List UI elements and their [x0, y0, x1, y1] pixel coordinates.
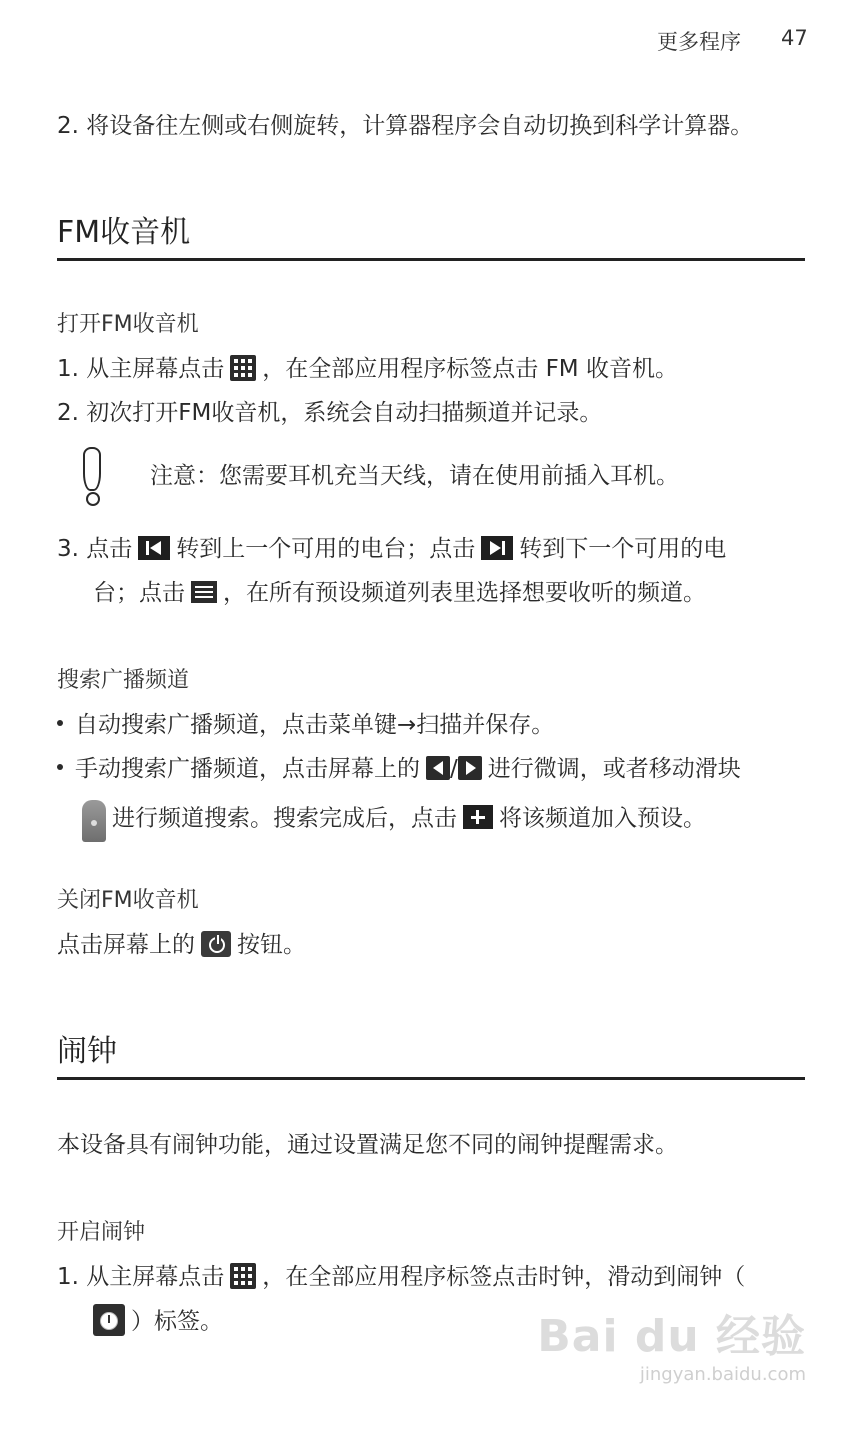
bullet [57, 720, 63, 726]
power-icon [201, 931, 231, 957]
fm-search-manual [57, 754, 741, 784]
fm-step1-text-b: ，在全部应用程序标签点击 FM 收音机。 [262, 356, 678, 382]
add-preset-icon [463, 805, 493, 829]
next-station-icon [481, 536, 513, 560]
fm-open-step-2: 2. 初次打开FM收音机，系统会自动扫描频道并记录。 [57, 400, 603, 426]
fm-open-step-3-cont [93, 578, 706, 608]
fm-open-step-1 [57, 354, 678, 384]
tune-up-icon [458, 756, 482, 780]
alarm-open-step-1 [57, 1262, 745, 1292]
fm-search-manual-cont [76, 798, 706, 840]
alarm-clock-icon [93, 1304, 125, 1336]
fm-step1-text-a: 1. 从主屏幕点击 [57, 356, 225, 382]
alarm-section-title: 闹钟 [57, 1034, 117, 1069]
fm-step3-text-d: 台；点击 [93, 580, 185, 606]
fm-search-auto-text: 自动搜索广播频道，点击菜单键→扫描并保存。 [75, 712, 555, 738]
bullet [57, 764, 63, 770]
fm-section-title: FM收音机 [57, 215, 191, 250]
alarm-step1-text-a: 1. 从主屏幕点击 [57, 1264, 225, 1290]
page-number: 47 [781, 26, 808, 50]
calc-step-2: 2. 将设备往左侧或右侧旋转，计算器程序会自动切换到科学计算器。 [57, 113, 754, 139]
app-grid-icon [230, 355, 256, 381]
alarm-step1-text-c: ）标签。 [131, 1308, 223, 1335]
watermark-brand: Bai du 经验 [537, 1311, 806, 1362]
fm-manual-text-d: 将该频道加入预设。 [499, 805, 706, 832]
fm-close-text-a: 点击屏幕上的 [57, 932, 195, 958]
section-divider [57, 1077, 805, 1080]
fm-search-auto [57, 710, 554, 740]
fm-manual-separator: / [450, 756, 458, 782]
fm-step3-text-c: 转到下一个可用的电 [519, 536, 727, 562]
watermark-url: jingyan.baidu.com [639, 1364, 806, 1385]
fm-step3-text-e: ，在所有预设频道列表里选择想要收听的频道。 [223, 580, 706, 606]
fm-close-text [57, 930, 306, 960]
fm-open-subtitle: 打开FM收音机 [57, 312, 199, 337]
preset-list-icon [191, 581, 217, 603]
alarm-intro: 本设备具有闹钟功能，通过设置满足您不同的闹钟提醒需求。 [57, 1132, 678, 1158]
warning-icon [83, 447, 101, 491]
previous-station-icon [138, 536, 170, 560]
app-grid-icon [230, 1263, 256, 1289]
fm-manual-text-c: 进行频道搜索。搜索完成后，点击 [112, 805, 457, 832]
fm-manual-text-b: 进行微调，或者移动滑块 [487, 756, 741, 782]
fm-step3-text-b: 转到上一个可用的电台；点击 [176, 536, 476, 562]
slider-handle-icon [82, 800, 106, 842]
fm-open-step-3 [57, 534, 726, 564]
fm-note: 注意：您需要耳机充当天线，请在使用前插入耳机。 [150, 463, 679, 489]
warning-icon-dot [86, 492, 100, 506]
fm-step3-text-a: 3. 点击 [57, 536, 133, 562]
fm-close-text-b: 按钮。 [237, 932, 306, 958]
section-divider [57, 258, 805, 261]
fm-close-subtitle: 关闭FM收音机 [57, 888, 199, 913]
running-header-section: 更多程序 [657, 30, 741, 54]
alarm-step1-text-b: ，在全部应用程序标签点击时钟，滑动到闹钟（ [262, 1264, 746, 1290]
tune-down-icon [426, 756, 450, 780]
alarm-open-subtitle: 开启闹钟 [57, 1220, 146, 1245]
fm-manual-text-a: 手动搜索广播频道，点击屏幕上的 [75, 756, 420, 782]
alarm-open-step-1-cont [87, 1306, 223, 1338]
baidu-watermark [537, 1300, 806, 1385]
fm-search-subtitle: 搜索广播频道 [57, 668, 190, 693]
